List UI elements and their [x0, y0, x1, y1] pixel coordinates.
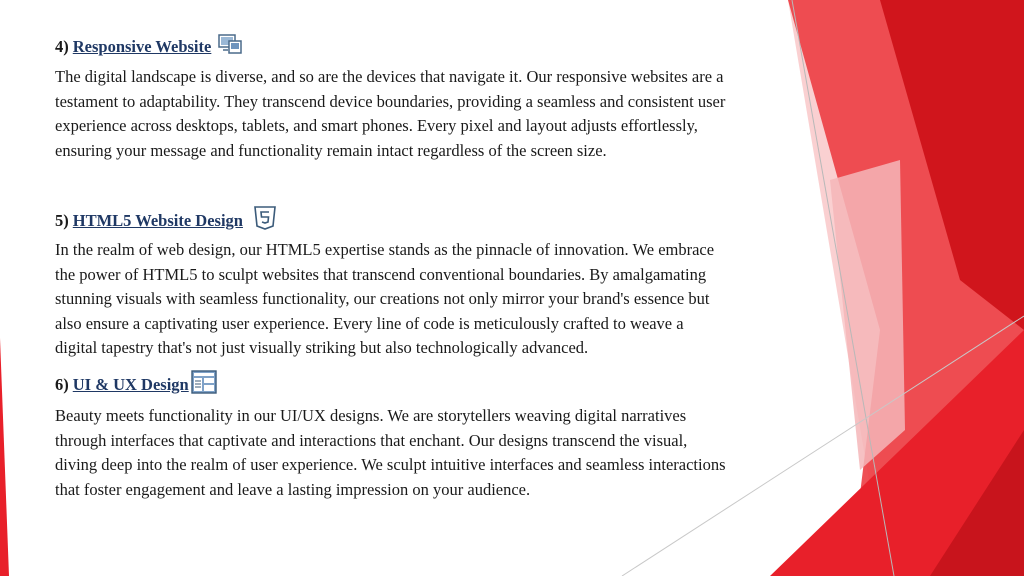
section-paragraph-html5 [55, 238, 845, 361]
paragraph-line: through interfaces that captivate and interactions that enchant. Our designs transcend the visual, [55, 430, 688, 450]
ui-layout-icon [191, 370, 217, 399]
responsive-devices-icon [217, 32, 243, 61]
paragraph-line: stunning visuals with seamless functionality, our creations not only mirror your brand's essence but [55, 289, 710, 309]
section-heading-uiux [55, 370, 217, 399]
section-number: 4) [55, 36, 69, 56]
section-paragraph-responsive [55, 65, 845, 163]
paragraph-line: that foster engagement and leave a lasting impression on your audience. [55, 479, 531, 499]
section-heading-responsive [55, 32, 243, 61]
left-red-sliver [0, 338, 9, 576]
section-number: 6) [55, 374, 69, 394]
html5-shield-icon [253, 205, 277, 236]
paragraph-line: Beauty meets functionality in our UI/UX designs. We are storytellers weaving digital narratives [55, 406, 687, 425]
html5-website-design-link[interactable]: HTML5 Website Design [72, 210, 243, 230]
paragraph-line: the power of HTML5 to sculpt websites that transcend conventional boundaries. By amalgamating [55, 264, 707, 284]
paragraph-line: also ensure a captivating user experience. Every line of code is meticulously crafted to weave a [55, 313, 684, 333]
paragraph-line: In the realm of web design, our HTML5 expertise stands as the pinnacle of innovation. We embrace [55, 240, 715, 259]
paragraph-line: The digital landscape is diverse, and so are the devices that navigate it. Our responsive websites are a [55, 67, 724, 86]
paragraph-line: digital tapestry that's not just visually striking but also technologically advanced. [55, 338, 589, 358]
ui-ux-design-link[interactable]: UI & UX Design [72, 374, 189, 394]
section-heading-html5 [55, 205, 277, 236]
paragraph-line: diving deep into the realm of user experience. We sculpt intuitive interfaces and seamless interactions [55, 455, 726, 475]
paragraph-line: ensuring your message and functionality remain intact regardless of the screen size. [55, 140, 607, 160]
paragraph-line: testament to adaptability. They transcend device boundaries, providing a seamless and consistent user [55, 91, 726, 111]
section-number: 5) [55, 210, 69, 230]
section-paragraph-uiux [55, 404, 845, 502]
paragraph-line: experience across desktops, tablets, and smart phones. Every pixel and layout adjusts effortlessly, [55, 116, 698, 136]
responsive-website-link[interactable]: Responsive Website [72, 36, 212, 56]
